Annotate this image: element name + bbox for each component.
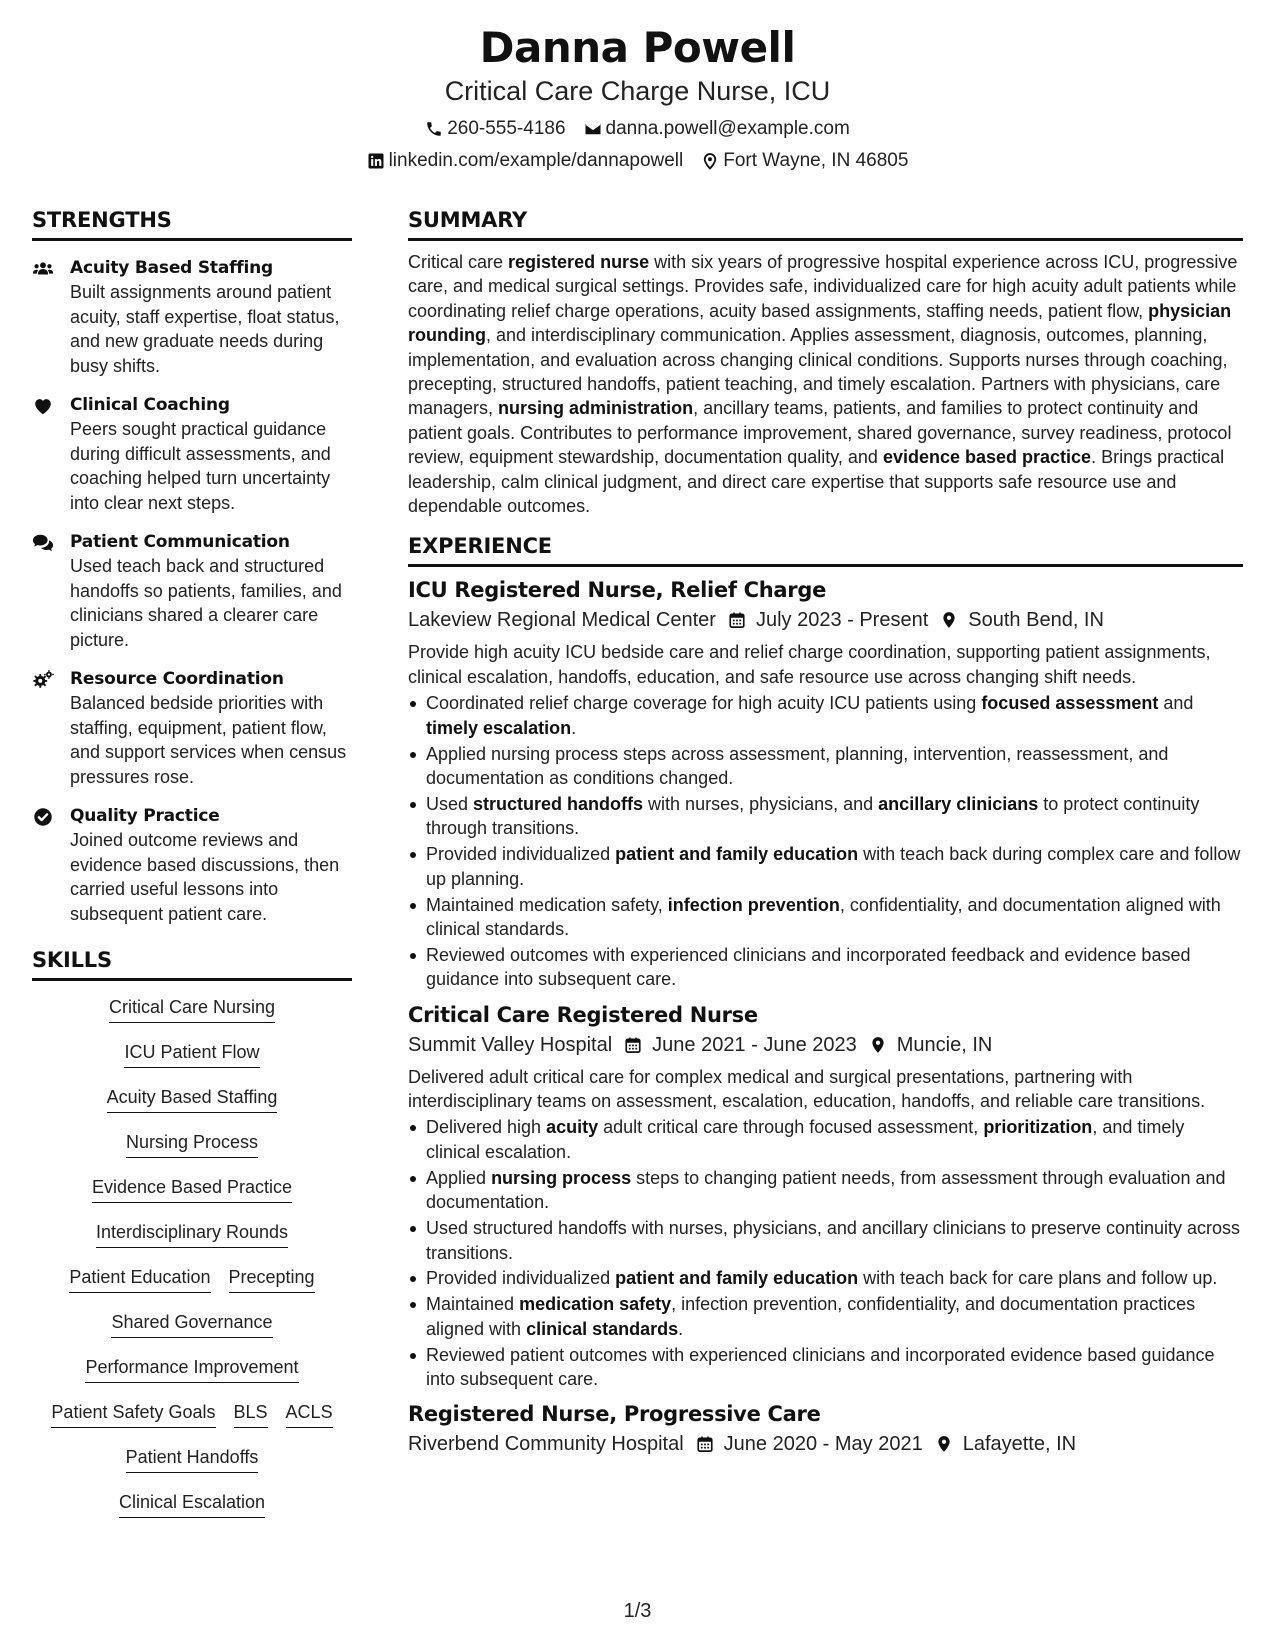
skill-row	[32, 1355, 352, 1383]
skill-row	[32, 1040, 352, 1068]
candidate-name: Danna Powell	[479, 23, 796, 72]
skill-row	[32, 1175, 352, 1203]
bullet-item	[408, 1166, 1243, 1215]
strength-text: Peers sought practical guidance during difficult assessments, and coaching helped turn uncertainty into clear next steps.	[70, 419, 331, 513]
skill-tag: Nursing Process	[126, 1130, 258, 1158]
bullet-item	[408, 1115, 1243, 1164]
location-contact	[701, 149, 908, 173]
calendar-icon	[728, 611, 746, 629]
map-pin-icon	[940, 611, 958, 629]
skill-tag: ACLS	[286, 1400, 333, 1428]
skills-heading: SKILLS	[32, 946, 352, 981]
bold-phrase: infection prevention	[667, 894, 840, 915]
summary-text	[408, 250, 1243, 518]
bullet-item	[408, 792, 1243, 841]
candidate-title: Critical Care Charge Nurse, ICU	[444, 76, 831, 106]
strength-title: Quality Practice	[70, 806, 220, 826]
text-run: Reviewed outcomes with experienced clinicians and incorporated feedback and evidence based guidance into subsequent care.	[426, 944, 1191, 990]
job-title: Registered Nurse, Progressive Care	[408, 1402, 821, 1427]
bold-phrase: nursing administration	[498, 398, 694, 419]
skill-tag: BLS	[234, 1400, 268, 1428]
text-run: , confidentiality, and documentation aligned with clinical standards.	[426, 894, 1221, 939]
strength-title: Clinical Coaching	[70, 395, 230, 415]
text-run: , infection prevention, confidentiality, and documentation practices aligned with	[426, 1294, 1196, 1339]
text-run: adult critical care through focused assessment,	[598, 1117, 984, 1138]
bullet-item	[408, 1292, 1243, 1341]
text-run: Maintained	[426, 1294, 520, 1315]
skill-tag: Acuity Based Staffing	[107, 1085, 278, 1113]
strength-text: Built assignments around patient acuity, staff expertise, float status, and new graduate needs during busy shifts.	[70, 282, 340, 376]
job-location-text: Lafayette, IN	[962, 1433, 1077, 1456]
bold-phrase: patient and family education	[615, 1268, 859, 1289]
bullet-item	[408, 1216, 1243, 1265]
experience-heading: EXPERIENCE	[408, 532, 1243, 567]
job-dates	[696, 1430, 923, 1458]
job-bullets	[408, 1115, 1243, 1391]
text-run: . Brings practical leadership, calm clinical judgment, and direct care expertise that supports safe resource use and dependable outcomes.	[408, 447, 1225, 517]
linkedin-icon	[367, 152, 385, 170]
job-meta	[408, 1430, 1243, 1458]
skill-tag: Patient Safety Goals	[51, 1400, 215, 1428]
skill-tag: Patient Handoffs	[126, 1445, 259, 1473]
job-description: Provide high acuity ICU bedside care and relief charge coordination, supporting patient assignments, clinical escalation, handoffs, education, and safe resource use across changing shift needs.	[408, 642, 1211, 687]
job-location-text: South Bend, IN	[968, 609, 1104, 632]
strengths-heading: STRENGTHS	[32, 206, 352, 241]
skill-row	[32, 1085, 352, 1113]
skill-tag: ICU Patient Flow	[124, 1040, 259, 1068]
skill-tag: Precepting	[229, 1265, 315, 1293]
map-pin-icon	[935, 1435, 953, 1453]
skill-tag: Performance Improvement	[85, 1355, 298, 1383]
bold-phrase: evidence based practice	[882, 447, 1092, 468]
text-run: Applied nursing process steps across assessment, planning, intervention, reassessment, and documentation as conditions changed.	[426, 743, 1169, 788]
text-run: to protect continuity through transitions.	[426, 793, 1200, 839]
left-column	[32, 206, 352, 1535]
text-run: , ancillary teams, patients, and families to protect continuity and patient goals. Contributes to performance improvement, shared governance, survey readiness, protocol review, equipment stewardship, documentation quality, and	[408, 398, 1232, 468]
strength-text: Joined outcome reviews and evidence based discussions, then carried useful lessons into subsequent patient care.	[70, 830, 340, 924]
bullet-item	[408, 1343, 1243, 1392]
calendar-icon	[696, 1435, 714, 1453]
strength-title: Acuity Based Staffing	[70, 258, 273, 278]
skill-tag: Patient Education	[69, 1265, 210, 1293]
text-run: with teach back during complex care and follow up planning.	[426, 844, 1241, 889]
bold-phrase: ancillary clinicians	[878, 793, 1039, 814]
text-run: .	[678, 1318, 684, 1339]
skill-tag: Evidence Based Practice	[92, 1175, 292, 1203]
heart-icon	[32, 393, 70, 515]
bold-phrase: timely escalation	[426, 717, 572, 738]
dates-text: June 2021 - June 2023	[652, 1033, 857, 1056]
bold-phrase: focused assessment	[981, 693, 1159, 714]
skill-tag: Clinical Escalation	[119, 1490, 265, 1518]
text-run: with teach back for care plans and follow up.	[858, 1268, 1218, 1289]
job-dates	[624, 1031, 857, 1059]
text-run: Applied	[426, 1167, 492, 1188]
text-run: with six years of progressive hospital experience across ICU, progressive care, and medical surgical settings. Provides safe, individualized care for high acuity adult patients while coordinating relief charge operations, acuity based assignments, staffing needs, patient flow,	[408, 252, 1238, 321]
job-description: Delivered adult critical care for complex medical and surgical presentations, partnering with interdisciplinary teams on assessment, escalation, education, handoffs, and reliable care transitions.	[408, 1066, 1206, 1112]
job-meta	[408, 606, 1243, 634]
strength-text: Used teach back and structured handoffs so patients, families, and clinicians shared a clearer care picture.	[70, 556, 342, 650]
strength-item	[32, 393, 352, 515]
skill-row	[32, 1400, 352, 1428]
text-run: Coordinated relief charge coverage for high acuity ICU patients using	[426, 693, 982, 714]
resume-header	[0, 22, 1275, 173]
text-run: .	[571, 717, 577, 738]
bullet-item	[408, 742, 1243, 791]
strength-title: Patient Communication	[70, 532, 290, 552]
users-icon	[32, 256, 70, 378]
bold-phrase: patient and family education	[615, 844, 859, 865]
bold-phrase: physician rounding	[408, 300, 1232, 346]
strength-item	[32, 804, 352, 926]
cogs-icon	[32, 667, 70, 789]
skill-tag: Shared Governance	[111, 1310, 272, 1338]
bullet-item	[408, 691, 1243, 740]
job-title: Critical Care Registered Nurse	[408, 1002, 758, 1027]
skill-row	[32, 1265, 352, 1293]
linkedin-url: linkedin.com/example/dannapowell	[388, 150, 684, 171]
text-run: Maintained medication safety,	[426, 894, 668, 915]
location-text: Fort Wayne, IN 46805	[723, 150, 909, 171]
bold-phrase: structured handoffs	[473, 793, 644, 814]
linkedin-contact[interactable]	[367, 149, 684, 173]
text-run: Provided individualized	[426, 1268, 616, 1289]
skill-row	[32, 1220, 352, 1248]
job-meta	[408, 1031, 1243, 1059]
skill-row	[32, 1310, 352, 1338]
job-entry	[408, 1000, 1243, 1392]
strength-text: Balanced bedside priorities with staffing, equipment, patient flow, and support services when census pressures rose.	[70, 693, 347, 787]
employer-name: Riverbend Community Hospital	[408, 1433, 684, 1456]
text-run: , and timely clinical escalation.	[426, 1117, 1185, 1162]
phone-icon	[425, 120, 443, 138]
skill-tag: Interdisciplinary Rounds	[96, 1220, 288, 1248]
strength-item	[32, 530, 352, 652]
comments-icon	[32, 530, 70, 652]
job-bullets	[408, 691, 1243, 991]
bold-phrase: prioritization	[983, 1117, 1093, 1138]
strength-item	[32, 667, 352, 789]
contact-row-2	[0, 149, 1275, 173]
phone-number: 260-555-4186	[447, 118, 566, 139]
phone-contact[interactable]	[425, 117, 565, 141]
bullet-item	[408, 893, 1243, 942]
skill-tag: Critical Care Nursing	[109, 995, 275, 1023]
bold-phrase: nursing process	[491, 1167, 632, 1188]
email-contact[interactable]	[584, 117, 850, 141]
experience-list	[408, 575, 1243, 1458]
job-location-text: Muncie, IN	[896, 1033, 993, 1056]
strength-title: Resource Coordination	[70, 669, 284, 689]
job-location	[940, 606, 1104, 634]
envelope-icon	[584, 120, 602, 138]
bold-phrase: clinical standards	[526, 1318, 679, 1339]
job-location	[869, 1031, 993, 1059]
text-run: , and interdisciplinary communication. Applies assessment, diagnosis, outcomes, planning, implementation, and evaluation across changing clinical conditions. Supports nurses through coaching, precepting, structured handoffs, patient teaching, and timely escalation. Partners with physicians, care managers,	[408, 325, 1228, 419]
skill-row	[32, 995, 352, 1023]
text-run: Provided individualized	[426, 844, 616, 865]
bullet-item	[408, 1266, 1243, 1290]
email-address: danna.powell@example.com	[605, 118, 850, 139]
contact-row-1	[0, 117, 1275, 141]
employer-name: Summit Valley Hospital	[408, 1033, 613, 1056]
job-dates	[728, 606, 928, 634]
check-circle-icon	[32, 804, 70, 926]
skill-row	[32, 1445, 352, 1473]
bold-phrase: medication safety	[519, 1294, 672, 1315]
bold-phrase: acuity	[546, 1117, 599, 1138]
job-entry	[408, 575, 1243, 991]
job-location	[935, 1430, 1076, 1458]
text-run: Used structured handoffs with nurses, physicians, and ancillary clinicians to preserve continuity across transitions.	[426, 1218, 1241, 1263]
skill-row	[32, 1490, 352, 1518]
job-entry	[408, 1399, 1243, 1458]
bullet-item	[408, 842, 1243, 891]
bullet-item	[408, 943, 1243, 992]
right-column	[408, 206, 1243, 1458]
text-run: Reviewed patient outcomes with experienced clinicians and incorporated evidence based guidance into subsequent care.	[426, 1344, 1215, 1390]
skill-row	[32, 1130, 352, 1158]
text-run: steps to changing patient needs, from assessment through evaluation and documentation.	[426, 1167, 1226, 1213]
bold-phrase: registered nurse	[508, 252, 650, 272]
text-run: Used	[426, 793, 474, 814]
dates-text: July 2023 - Present	[755, 609, 929, 632]
text-run: and	[1158, 693, 1194, 714]
text-run: with nurses, physicians, and	[643, 793, 879, 814]
text-run: Critical care	[408, 252, 509, 272]
map-pin-icon	[869, 1036, 887, 1054]
map-pin-icon	[701, 152, 719, 170]
job-title: ICU Registered Nurse, Relief Charge	[408, 578, 827, 603]
dates-text: June 2020 - May 2021	[723, 1433, 923, 1456]
calendar-icon	[624, 1036, 642, 1054]
text-run: Delivered high	[426, 1117, 547, 1138]
skills-list	[32, 995, 352, 1518]
strength-item	[32, 256, 352, 378]
summary-heading: SUMMARY	[408, 206, 1243, 241]
page-number: 1/3	[623, 1600, 652, 1622]
employer-name: Lakeview Regional Medical Center	[408, 609, 716, 632]
